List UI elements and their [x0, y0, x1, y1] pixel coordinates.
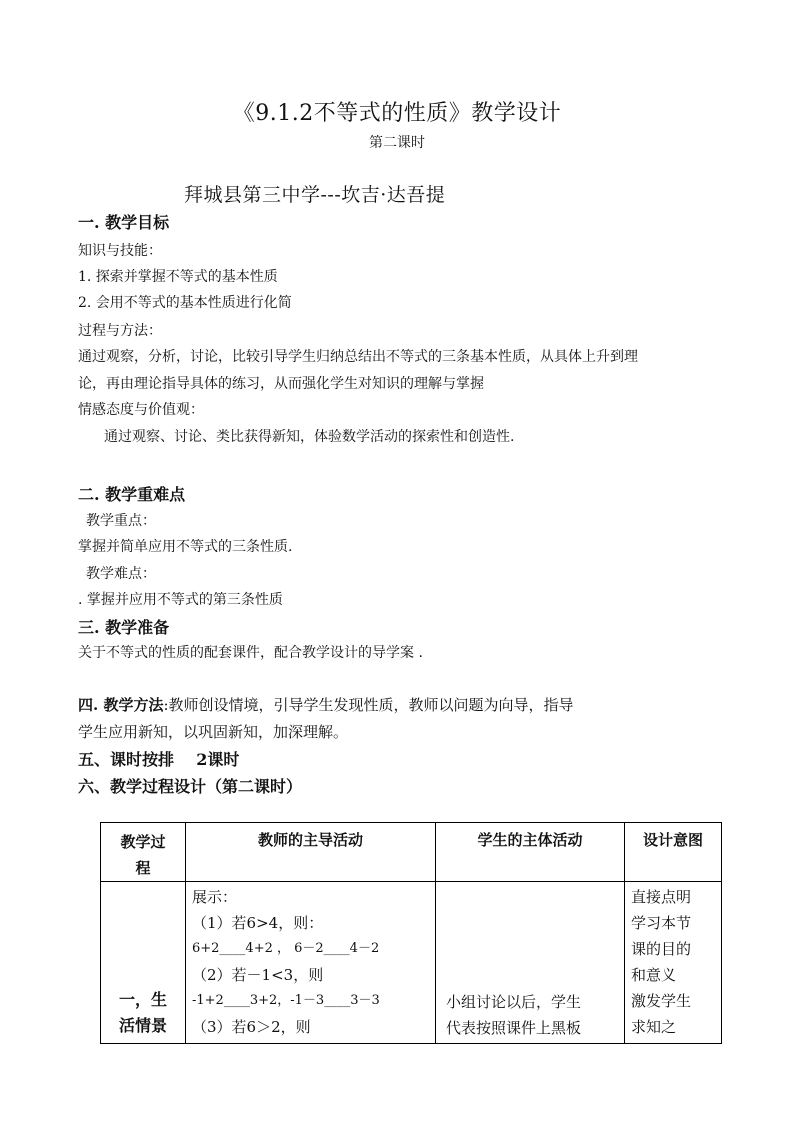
- student-line: 代表按照课件上黑板: [446, 1019, 582, 1037]
- teacher-line: （1）若6>4，则：: [192, 914, 324, 932]
- intent-line: 求知之: [631, 1018, 677, 1036]
- table-row: [101, 882, 722, 1044]
- header-intent: [625, 823, 722, 882]
- teacher-line: 展示：: [192, 888, 238, 906]
- process-label: 过程与方法：: [78, 323, 162, 339]
- teacher-activity-cell: [186, 882, 436, 1044]
- design-intent-cell: [625, 882, 722, 1044]
- section-1-heading: 一. 教学目标: [78, 213, 170, 232]
- section-5-heading: 五、课时按排 2课时: [78, 750, 240, 769]
- difficulty-label: 教学难点：: [86, 566, 156, 582]
- header-teacher-text: 教师的主导活动: [257, 831, 363, 849]
- document-title: 《9.1.2不等式的性质》教学设计: [232, 101, 562, 126]
- student-activity-cell: [436, 882, 625, 1044]
- process-text-line-1: 通过观察，分析，讨论，比较引导学生归纳总结出不等式的三条基本性质，从具体上升到理: [78, 349, 638, 365]
- header-student-text: 学生的主体活动: [477, 831, 583, 849]
- header-intent-text: 设计意图: [642, 831, 703, 849]
- section-3-heading: 三. 教学准备: [78, 618, 170, 637]
- section-6-heading: 六、教学过程设计（第二课时）: [78, 777, 303, 796]
- stage-cell: [101, 882, 186, 1044]
- emotion-text: 通过观察、讨论、类比获得新知，体验数学活动的探索性和创造性.: [104, 429, 515, 445]
- intent-line: 激发学生: [631, 992, 692, 1010]
- key-point-text: 掌握并简单应用不等式的三条性质.: [78, 539, 293, 555]
- intent-line: 和意义: [631, 966, 677, 984]
- student-line: 小组讨论以后，学生: [446, 993, 582, 1011]
- header-stage-line-2: 程: [135, 859, 151, 877]
- process-text-line-2: 论，再由理论指导具体的练习，从而强化学生对知识的理解与掌握: [78, 376, 484, 392]
- teacher-line: （2）若－1<3，则: [192, 966, 324, 984]
- header-stage-line-1: 教学过: [120, 833, 166, 851]
- teacher-line: （3）若6＞2，则: [192, 1018, 311, 1036]
- header-teacher: [186, 823, 436, 882]
- section-4-heading: 四. 教学方法: [78, 696, 164, 714]
- section-2-heading: 二. 教学重难点: [78, 485, 186, 504]
- header-student: [436, 823, 625, 882]
- stage-line-1: 一，生: [118, 990, 167, 1009]
- knowledge-item-2: 2. 会用不等式的基本性质进行化简: [78, 295, 292, 311]
- method-text-line-1: :教师创设情境，引导学生发现性质，教师以问题为向导，指导: [163, 696, 574, 714]
- lesson-process-table: [100, 822, 722, 1044]
- header-stage: [101, 823, 186, 882]
- author-line: 拜城县第三中学---坎吉·达吾提: [184, 184, 446, 206]
- teacher-line: -1+2____3+2，-1－3____3－3: [192, 993, 380, 1008]
- stage-line-2: 活情景: [118, 1016, 167, 1035]
- knowledge-label: 知识与技能：: [78, 243, 162, 259]
- teacher-line: 6+2____4+2 ， 6－2____4－2: [192, 941, 380, 956]
- table-header-row: [101, 823, 722, 882]
- document-subtitle: 第二课时: [369, 135, 425, 151]
- key-point-label: 教学重点：: [86, 513, 156, 529]
- preparation-text: 关于不等式的性质的配套课件，配合教学设计的导学案 .: [78, 645, 423, 661]
- intent-line: 直接点明: [631, 888, 692, 906]
- knowledge-item-1: 1. 探索并掌握不等式的基本性质: [78, 269, 278, 285]
- difficulty-text: . 掌握并应用不等式的第三条性质: [78, 592, 283, 608]
- method-text-line-2: 学生应用新知，以巩固新知，加深理解。: [78, 723, 349, 741]
- section-4-line-1: [78, 694, 574, 715]
- emotion-label: 情感态度与价值观：: [78, 402, 204, 418]
- intent-line: 课的目的: [631, 940, 692, 958]
- intent-line: 学习本节: [631, 914, 692, 932]
